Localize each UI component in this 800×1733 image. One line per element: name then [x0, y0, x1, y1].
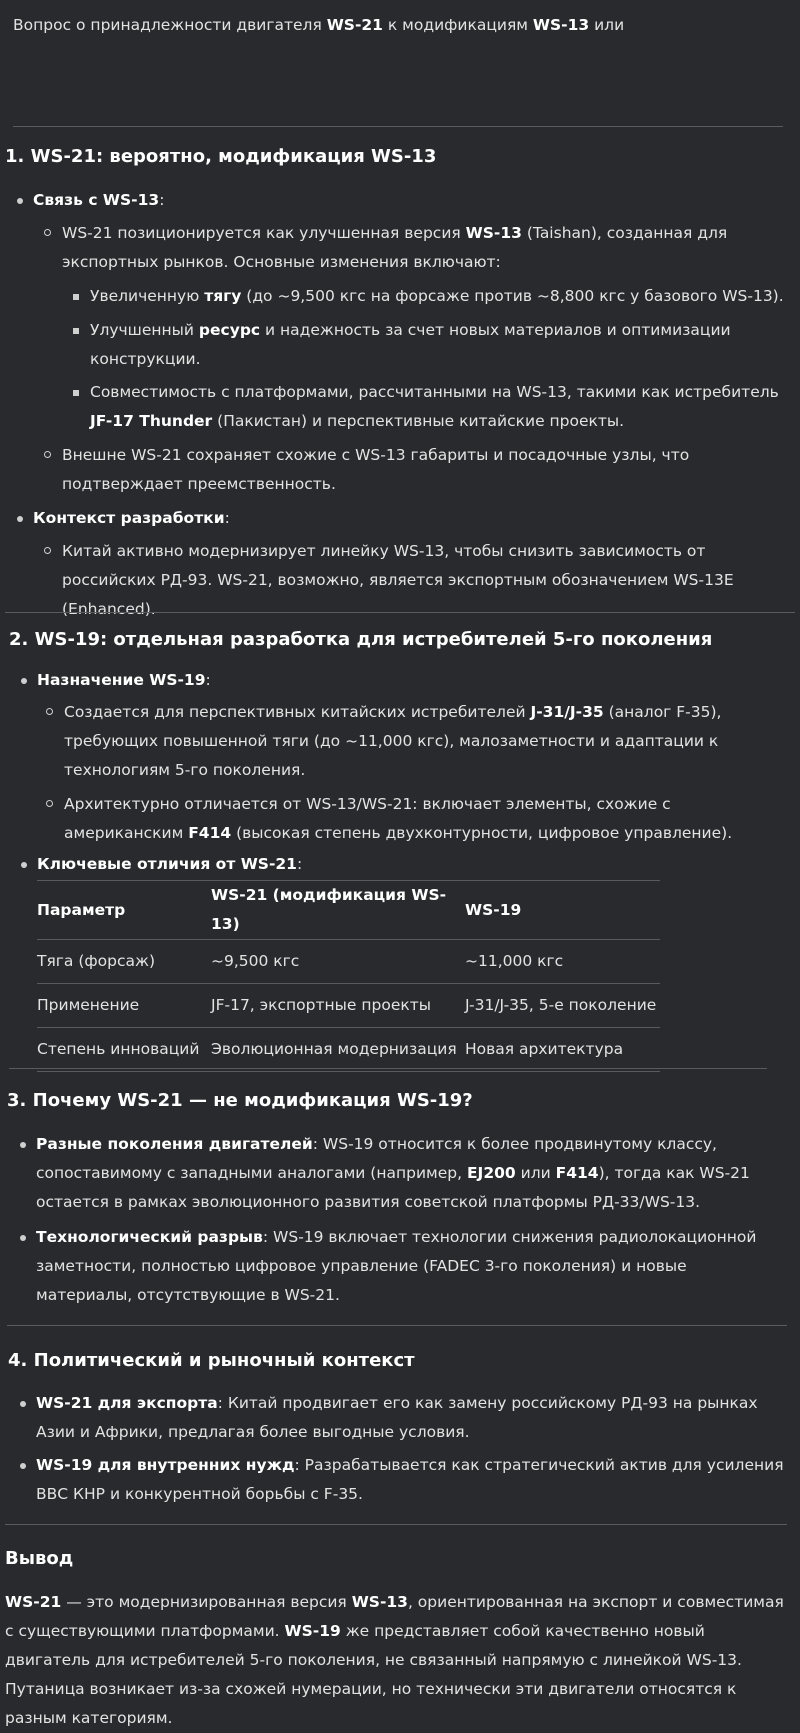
list-item: Ключевые отличия от WS-21: [37, 850, 787, 879]
table-cell: Степень инноваций [37, 1028, 211, 1072]
divider [7, 1325, 787, 1326]
divider [5, 1524, 787, 1525]
divider [5, 612, 795, 613]
section-4-heading: 4. Политический и рыночный контекст [8, 1350, 415, 1371]
divider [9, 1068, 767, 1069]
table-cell: Тяга (форсаж) [37, 940, 211, 984]
table-cell: JF-17, экспортные проекты [211, 984, 465, 1028]
table-cell: ~9,500 кгс [211, 940, 465, 984]
table-cell: J-31/J-35, 5-е поколение [465, 984, 660, 1028]
table-header-cell: WS-19 [465, 881, 660, 940]
list-item: Архитектурно отличается от WS-13/WS-21: включает элементы, схожие с американским F414 (высокая степень двухконтурности, цифровое управление). [64, 790, 789, 848]
list-item: Внешне WS-21 сохраняет схожие с WS-13 габариты и посадочные узлы, что подтверждает преемственность. [62, 441, 792, 499]
list-item: Связь с WS-13: [33, 186, 793, 215]
table-header-cell: WS-21 (модификация WS-13) [211, 881, 465, 940]
table-cell: Новая архитектура [465, 1028, 660, 1072]
list-item: WS-19 для внутренних нужд: Разрабатывается как стратегический актив для усиления ВВС КНР и конкурентной борьбы с F-35. [36, 1451, 791, 1509]
list-item: Контекст разработки: [33, 504, 793, 533]
table-header-row [37, 881, 660, 940]
list-item: Совместимость с платформами, рассчитанными на WS-13, такими как истребитель JF-17 Thunder (Пакистан) и перспективные китайские проекты. [90, 378, 795, 436]
table-cell: Применение [37, 984, 211, 1028]
list-item: Создается для перспективных китайских истребителей J-31/J-35 (аналог F-35), требующих повышенной тяги (до ~11,000 кгс), малозаметности и адаптации к технологиям 5-го поколения. [64, 698, 779, 785]
table-row [37, 1028, 660, 1072]
list-item: Китай активно модернизирует линейку WS-13, чтобы снизить зависимость от российских РД-93. WS-21, возможно, является экспортным обозначением WS-13E (Enhanced). [62, 537, 787, 624]
table-row [37, 940, 660, 984]
table-header-cell: Параметр [37, 881, 211, 940]
intro-paragraph: Вопрос о принадлежности двигателя WS-21 к модификациям WS-13 или [13, 16, 625, 34]
list-item: Улучшенный ресурс и надежность за счет новых материалов и оптимизации конструкции. [90, 316, 790, 374]
section-2-heading: 2. WS-19: отдельная разработка для истребителей 5-го поколения [9, 629, 713, 650]
table-cell: Эволюционная модернизация [211, 1028, 465, 1072]
comparison-table [37, 880, 660, 1072]
section-3-heading: 3. Почему WS-21 — не модификация WS-19? [7, 1090, 473, 1111]
table-row [37, 984, 660, 1028]
list-item: Назначение WS-19: [37, 666, 787, 695]
divider [13, 126, 783, 127]
list-item: Разные поколения двигателей: WS-19 относится к более продвинутому классу, сопоставимому с западными аналогами (например, EJ200 или F414), тогда как WS-21 остается в рамках эволюционного развития советской платформы РД-33/WS-13. [36, 1130, 791, 1217]
table-cell: ~11,000 кгс [465, 940, 660, 984]
list-item: Технологический разрыв: WS-19 включает технологии снижения радиолокационной заметности, полностью цифровое управление (FADEC 3-го поколения) и новые материалы, отсутствующие в WS-21. [36, 1223, 786, 1310]
list-item: WS-21 для экспорта: Китай продвигает его как замену российскому РД-93 на рынках Азии и Африки, предлагая более выгодные условия. [36, 1389, 791, 1447]
conclusion-heading: Вывод [5, 1548, 74, 1569]
conclusion-paragraph: WS-21 — это модернизированная версия WS-13, ориентированная на экспорт и совместимая с существующими платформами. WS-19 же представляет собой качественно новый двигатель для истребителей 5-го поколения, не связанный напрямую с линейкой WS-13. Путаница возникает из-за схожей нумерации, но технически эти двигатели относятся к разным категориям. [5, 1593, 784, 1727]
list-item: WS-21 позиционируется как улучшенная версия WS-13 (Taishan), созданная для экспортных рынков. Основные изменения включают: [62, 219, 792, 277]
section-1-heading: 1. WS-21: вероятно, модификация WS-13 [5, 146, 437, 167]
list-item: Увеличенную тягу (до ~9,500 кгс на форсаже против ~8,800 кгс у базового WS-13). [90, 282, 790, 311]
